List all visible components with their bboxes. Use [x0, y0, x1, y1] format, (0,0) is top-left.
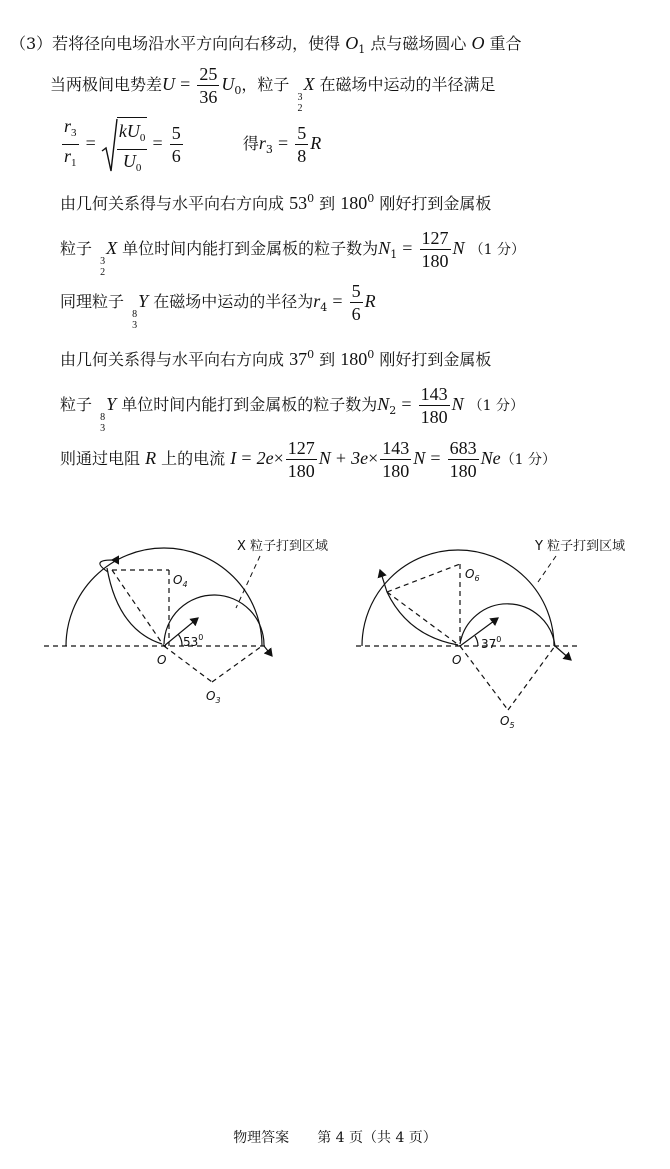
equals: = [401, 394, 412, 414]
line-9 [60, 434, 556, 482]
var-o: O [471, 33, 485, 53]
var-u: U [162, 74, 176, 94]
fraction [286, 437, 317, 482]
label-o: O [452, 653, 462, 667]
text: 由几何关系得与水平向右方向成 [60, 194, 290, 213]
line-1 [10, 33, 522, 60]
text: 在磁场中运动的半径为 [148, 292, 314, 311]
sqrt-sign [101, 117, 119, 175]
denominator: 180 [382, 461, 410, 481]
var-u0: U [221, 74, 235, 94]
mass-number: 3 [297, 91, 303, 103]
text: 粒子 [60, 239, 98, 258]
text: 点与磁场圆心 [365, 34, 472, 53]
sub: 0 [135, 161, 142, 174]
text: 粒子 [60, 395, 98, 414]
text: （3）若将径向电场沿水平方向向右移动，使得 [10, 34, 346, 53]
sqrt [101, 117, 148, 173]
text: 则通过电阻 [60, 449, 146, 468]
times: × [368, 448, 379, 468]
trajectory-right [164, 595, 264, 646]
var-n: N [451, 394, 464, 414]
score: （1 分） [500, 452, 557, 468]
numerator: 5 [351, 281, 361, 301]
text: ，粒子 [241, 75, 295, 94]
numerator: 127 [421, 228, 449, 248]
sub: 3 [265, 143, 273, 156]
fraction [420, 227, 451, 272]
isotope [129, 293, 138, 331]
sub: 1 [71, 157, 77, 169]
text: 单位时间内能打到金属板的粒子数为 [117, 239, 379, 258]
text: 刚好打到金属板 [374, 350, 492, 369]
figure-right-labels [452, 538, 625, 730]
text: 单位时间内能打到金属板的粒子数为 [116, 395, 378, 414]
angle-arc [475, 636, 478, 646]
label-leader [538, 556, 556, 582]
sup: 0 [367, 348, 375, 361]
mass-number: 3 [100, 255, 106, 267]
angle: 53 [289, 193, 308, 213]
term: 3e [351, 448, 369, 468]
atomic-number: 3 [132, 319, 138, 331]
isotope [97, 240, 106, 278]
line-7 [60, 345, 491, 370]
figures [0, 520, 670, 750]
var-ku: kU [118, 120, 140, 141]
times: × [273, 448, 284, 468]
fraction [350, 280, 363, 325]
arrow-right [555, 646, 571, 660]
label-o4: $O_4$ [173, 573, 188, 589]
page-footer [0, 1127, 670, 1147]
fraction [170, 122, 183, 167]
numerator: 127 [287, 438, 315, 458]
angle: 180 [340, 193, 368, 213]
equals: = [85, 133, 96, 153]
label-o3: $O_3$ [206, 689, 221, 705]
text: 在磁场中运动的半径满足 [314, 75, 496, 94]
line-5 [60, 224, 526, 278]
equals: = [332, 291, 343, 311]
label-angle: $37^0$ [481, 635, 502, 651]
var-R: R [145, 448, 157, 468]
denominator: 180 [287, 461, 315, 481]
line-3 [60, 113, 321, 173]
atomic-number: 2 [100, 266, 106, 278]
var-i: I [230, 448, 237, 468]
sub: 2 [389, 404, 397, 417]
var-n: N [452, 238, 465, 258]
denominator: 6 [171, 146, 181, 166]
fraction [419, 383, 450, 428]
particle-x: X [106, 238, 118, 258]
var-o: O [345, 33, 359, 53]
denominator: 6 [351, 304, 361, 324]
particle-x: X [303, 74, 315, 94]
fraction [448, 437, 479, 482]
arrow-right [264, 646, 272, 656]
text: 当两极间电势差 [50, 75, 163, 94]
denominator: 8 [297, 146, 307, 166]
mass-number: 8 [100, 411, 106, 423]
dash-radius [387, 592, 460, 646]
var-r: r [64, 146, 72, 166]
term: 2e [256, 448, 274, 468]
line-2 [50, 60, 496, 114]
text: 到 [314, 194, 341, 213]
footer-page: 第 4 页（共 4 页） [317, 1130, 437, 1146]
atomic-number: 2 [297, 102, 303, 114]
equals: = [430, 448, 441, 468]
text: 重合 [484, 34, 522, 53]
isotope [294, 76, 303, 114]
figure-right-label: Y 粒子打到区域 [535, 539, 626, 554]
label-o5: $O_5$ [500, 714, 515, 730]
equals: = [278, 133, 289, 153]
denominator: 180 [449, 461, 477, 481]
numerator: 683 [449, 438, 477, 458]
var-n: N [318, 448, 331, 468]
numerator: 143 [420, 384, 448, 404]
line-4 [60, 189, 491, 214]
label-o: O [157, 653, 167, 667]
dash-top [387, 564, 460, 592]
var-R: R [310, 133, 322, 153]
dash-o5-r [508, 646, 555, 710]
line-8 [60, 380, 525, 434]
var-R: R [364, 291, 376, 311]
var-n: N [378, 238, 391, 258]
angle: 180 [340, 349, 368, 369]
var-ne: Ne [480, 448, 501, 468]
text: 上的电流 [156, 449, 231, 468]
denominator: 36 [199, 87, 218, 107]
fraction [380, 437, 411, 482]
numerator: 143 [382, 438, 410, 458]
text: 到 [314, 350, 341, 369]
equals: = [241, 448, 252, 468]
equals: = [152, 133, 163, 153]
text: 刚好打到金属板 [374, 194, 492, 213]
particle-y: Y [106, 394, 117, 414]
label-leader [236, 556, 260, 608]
var-r: r [64, 116, 72, 136]
atomic-number: 3 [100, 422, 106, 434]
equals: = [402, 238, 413, 258]
plus: + [335, 448, 347, 468]
numerator: 5 [171, 123, 181, 143]
isotope [97, 396, 106, 434]
sub: 1 [358, 43, 366, 56]
fraction [197, 63, 219, 108]
denominator: 180 [421, 251, 449, 271]
text: 由几何关系得与水平向右方向成 [60, 350, 290, 369]
sup: 0 [307, 348, 315, 361]
sub: 0 [139, 131, 146, 144]
mass-number: 8 [132, 308, 138, 320]
text: 得 [242, 134, 259, 153]
fraction [295, 122, 308, 167]
label-o6: $O_6$ [465, 567, 480, 583]
equals: = [180, 74, 191, 94]
var-r: r [313, 291, 321, 311]
numerator: 25 [199, 64, 218, 84]
line-6 [60, 277, 376, 331]
var-u: U [122, 150, 136, 171]
var-r: r [258, 133, 266, 153]
trajectory-inner [107, 568, 162, 644]
sub: 4 [320, 301, 328, 314]
var-n: N [413, 448, 426, 468]
dash-o5-l [460, 646, 508, 710]
var-n: N [377, 394, 390, 414]
text: 同理粒子 [60, 292, 130, 311]
sub: 3 [71, 127, 77, 139]
particle-y: Y [138, 291, 149, 311]
dash-o3-l [164, 646, 212, 682]
label-angle: $53^0$ [183, 633, 204, 649]
fraction-r [62, 115, 79, 174]
trajectory-right [460, 604, 555, 646]
score: （1 分） [468, 398, 525, 414]
dash-o3-r [212, 646, 262, 682]
score: （1 分） [469, 242, 526, 258]
denominator: 180 [420, 407, 448, 427]
sup: 0 [367, 192, 375, 205]
angle-arc [178, 634, 182, 646]
sub: 1 [390, 248, 398, 261]
figure-left-labels [157, 538, 328, 705]
field-arc [66, 548, 262, 646]
sup: 0 [307, 192, 315, 205]
angle: 37 [289, 349, 308, 369]
figure-left-label: X 粒子打到区域 [237, 539, 329, 554]
sub: 0 [234, 84, 242, 97]
numerator: 5 [297, 123, 307, 143]
footer-subject: 物理答案 [233, 1130, 290, 1146]
